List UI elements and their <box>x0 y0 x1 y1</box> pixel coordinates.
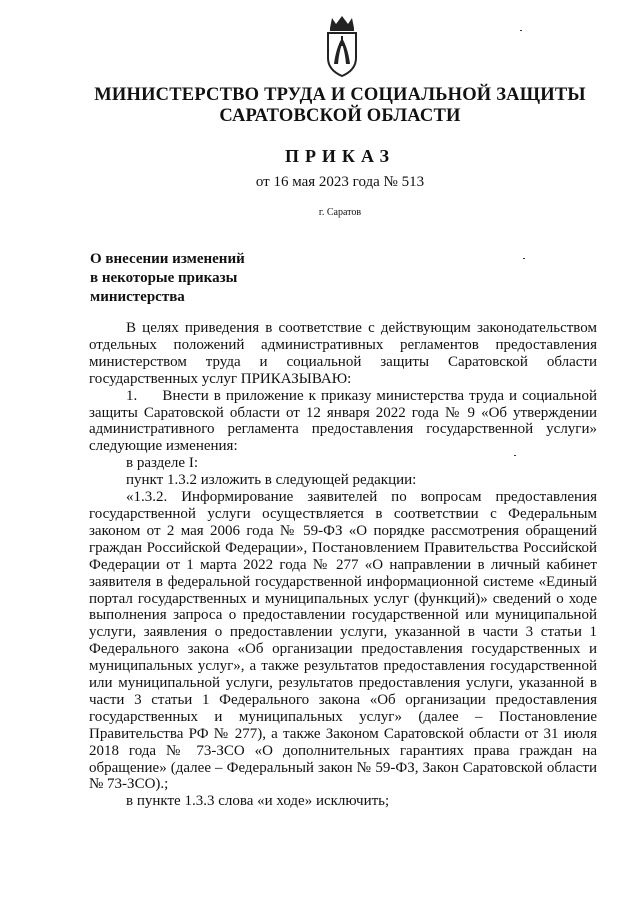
subject-line: министерства <box>90 289 185 305</box>
coat-of-arms-icon <box>322 14 362 78</box>
clause-text-paragraph: «1.3.2. Информирование заявителей по вопросам предоставления государственной услуги осуществляется в соответствии с Федеральным законом от 2 мая 2006 года № 59-ФЗ «О порядке рассмотрения обращений граждан Российской Федерации», Постановлением Правительства Российской Федерации от 1 марта 2022 года № 277 «О направлении в личный кабинет заявителя в федеральной государственной информационной системе «Единый портал государственных и муниципальных услуг (функций)» сведений о ходе выполнения запроса о предоставлении государственной или муниципальной услуги, заявления о предоставлении услуги, указанной в части 3 статьи 1 Федерального закона «Об организации предоставления государственных и муниципальных услуг», а также результатов предоставления государственной или муниципальной услуги, результатов предоставления услуги, указанной в части 3 статьи 1 Федерального закона «Об организации предоставления государственных и муниципальных услуг» (далее – Постановление Правительства РФ № 277), а также Законом Саратовской области от 31 июля 2018 года № 73-ЗСО «О дополнительных гарантиях права граждан на обращение» (далее – Федеральный закон № 59-ФЗ, Закон Саратовской области № 73-ЗСО).; <box>89 489 597 793</box>
section-paragraph: в разделе I: <box>126 455 198 472</box>
item-1-paragraph: 1. Внести в приложение к приказу министерства труда и социальной защиты Саратовской области от 12 января 2022 года № 9 «Об утверждении административного регламента предоставления государственной услуги» следующие изменения: <box>89 387 597 455</box>
order-date: от 16 мая 2023 года № 513 <box>255 174 425 190</box>
subject-line: в некоторые приказы <box>90 270 238 286</box>
ministry-name-line2: САРАТОВСКОЙ ОБЛАСТИ <box>219 106 461 126</box>
order-city: г. Саратов <box>318 207 362 218</box>
ministry-name-line1: МИНИСТЕРСТВО ТРУДА И СОЦИАЛЬНОЙ ЗАЩИТЫ <box>94 85 586 105</box>
order-body <box>89 320 597 810</box>
order-title: ПРИКАЗ <box>284 146 396 166</box>
clause-paragraph: в пункте 1.3.3 слова «и ходе» исключить; <box>126 793 390 810</box>
clause-paragraph: пункт 1.3.2 изложить в следующей редакции: <box>126 472 417 489</box>
preamble-paragraph: В целях приведения в соответствие с действующим законодательством отдельных положений административных регламентов предоставления министерством труда и социальной защиты Саратовской области государственных услуг ПРИКАЗЫВАЮ: <box>89 320 597 387</box>
subject-line: О внесении изменений <box>90 251 245 267</box>
order-subject <box>90 250 290 307</box>
